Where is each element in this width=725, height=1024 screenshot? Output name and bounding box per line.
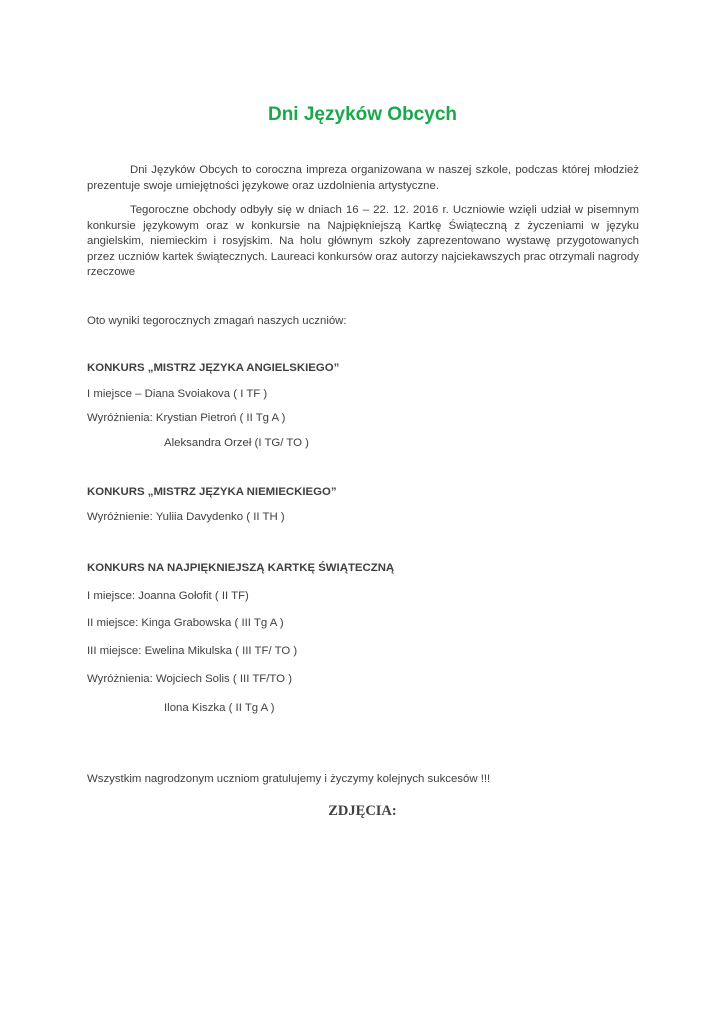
closing-text: Wszystkim nagrodzonym uczniom gratulujemy i życzymy kolejnych sukcesów !!!: [87, 773, 491, 785]
card-third-place: III miejsce: Ewelina Mikulska ( III TF/ TO ): [87, 645, 298, 657]
english-first-place: I miejsce – Diana Svoiakova ( I TF ): [87, 388, 268, 400]
photos-heading: ZDJĘCIA:: [328, 803, 397, 819]
card-first-place: I miejsce: Joanna Gołofit ( II TF): [87, 590, 249, 602]
intro-paragraph-1: Dni Języków Obcych to coroczna impreza organizowana w naszej szkole, podczas której młodzież prezentuje swoje umiejętności językowe oraz uzdolnienia artystyczne.: [87, 164, 639, 192]
card-second-place: II miejsce: Kinga Grabowska ( III Tg A ): [87, 617, 284, 629]
card-distinctions: Wyróżnienia: Wojciech Solis ( III TF/TO ): [87, 673, 292, 685]
intro-paragraph-2: Tegoroczne obchody odbyły się w dniach 16 – 22. 12. 2016 r. Uczniowie wzięli udział w pisemnym konkursie językowym oraz w konkursie na Najpiękniejszą Kartkę Świąteczną z życzeniami w języku angielskim, niemieckim i rosyjskim. Na holu głównym szkoły zaprezentowano wystawę przygotowanych przez uczniów kartek świątecznych. Laureaci konkursów oraz autorzy najciekawszych prac otrzymali nagrody rzeczowe: [87, 204, 639, 278]
german-distinction: Wyróżnienie: Yuliia Davydenko ( II TH ): [87, 511, 285, 523]
results-intro: Oto wyniki tegorocznych zmagań naszych uczniów:: [87, 315, 347, 327]
card-contest-heading: KONKURS NA NAJPIĘKNIEJSZĄ KARTKĘ ŚWIĄTECZNĄ: [87, 562, 395, 574]
english-distinctions: Wyróżnienia: Krystian Pietroń ( II Tg A ): [87, 412, 286, 424]
english-distinctions-2: Aleksandra Orzeł (I TG/ TO ): [164, 437, 309, 449]
page-title: Dni Języków Obcych: [267, 104, 457, 125]
english-contest-heading: KONKURS „MISTRZ JĘZYKA ANGIELSKIEGO”: [87, 362, 340, 374]
card-distinctions-2: Ilona Kiszka ( II Tg A ): [164, 702, 275, 714]
german-contest-heading: KONKURS „MISTRZ JĘZYKA NIEMIECKIEGO”: [87, 486, 337, 498]
